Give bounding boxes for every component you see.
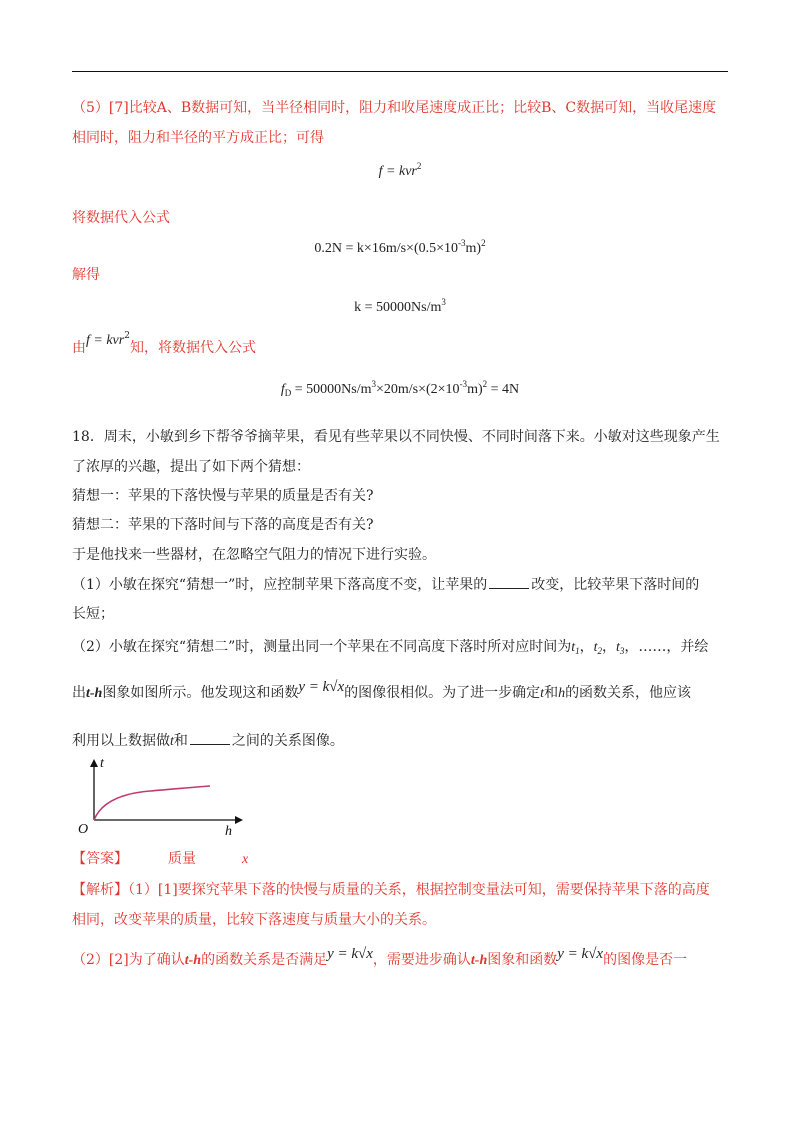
q2-text-a: （2）小敏在探究“猜想二”时，测量出同一个苹果在不同高度下落时所对应时间为 [72, 639, 572, 655]
q2-s2: 2 [597, 646, 603, 656]
answer-blank-1[interactable] [489, 574, 529, 589]
q2-t1: t [571, 640, 576, 655]
p5-line5-formula: f = kvr [86, 333, 125, 348]
analysis-line2: 相同，改变苹果的质量，比较下落速度与质量大小的关系。 [72, 912, 436, 928]
p5-line5-exp: 2 [124, 331, 130, 341]
formula1-exp: 2 [416, 161, 422, 171]
q18-sub1-line2: 长短； [72, 606, 114, 622]
q1-text-a: （1）小敏在探究“猜想一”时，应控制苹果下落高度不变，让苹果的 [72, 577, 488, 593]
formula3-text: k = 50000Ns/m [354, 300, 442, 315]
q2-sep2: ， [602, 639, 617, 655]
x-axis-arrow [235, 816, 243, 824]
q2-th: t-h [86, 686, 103, 701]
answer-1: 质量 [168, 851, 196, 867]
q18-line1: 18．周末，小敏到乡下帮爷爷摘苹果，看见有些苹果以不同快慢、不同时间落下来。小敏对这些现象产生 [72, 429, 720, 445]
q2-s3: 3 [619, 646, 625, 656]
analysis-3a: （2）[2]为了确认 [72, 952, 185, 968]
y-axis-arrow [90, 759, 98, 767]
formula2-text: 0.2N = k×16m/s×(0.5×10 [314, 241, 459, 256]
formula3-exp: 3 [441, 297, 446, 307]
formula4-sub: D [284, 388, 292, 398]
analysis-3-th: t-h [184, 953, 202, 968]
analysis-3-th2: t-h [470, 953, 488, 968]
formula2-exp1: -3 [458, 238, 466, 248]
q2-h: h [558, 686, 566, 701]
q2-b-post: 的图像很相似。为了进一步确定 [344, 685, 541, 701]
analysis-label: 【解析】 [72, 882, 128, 898]
answer-2: x [242, 852, 249, 867]
formula-k-result [0, 292, 800, 318]
formula-f-kvr2 [0, 156, 800, 182]
formula4-tail: = 4N [487, 382, 520, 397]
q2-t: t [540, 686, 545, 701]
formula4-exp2: -3 [459, 379, 468, 389]
y-axis-label: t [100, 756, 104, 771]
x-axis-label: h [225, 824, 232, 839]
q18-sub2-line3 [72, 730, 732, 752]
formula-fd-result [0, 374, 800, 403]
analysis-3-func: y = k√x [327, 946, 373, 962]
q2-c-t: t [170, 734, 174, 749]
t-h-graph [70, 755, 250, 840]
p5-line3: 将数据代入公式 [72, 210, 170, 226]
answer-blank-2[interactable] [190, 730, 230, 745]
q2-t2: t [593, 640, 598, 655]
p5-line2: 相同时，阻力和半径的平方成正比；可得 [72, 130, 324, 146]
formula-substitution [0, 233, 800, 259]
formula4-exp3: 2 [482, 379, 488, 389]
p5-line4: 解得 [72, 267, 100, 283]
p5-line1: （5）[7]比较A、B数据可知，当半径相同时，阻力和收尾速度成正比；比较B、C数据可知，当收尾速度 [72, 100, 717, 116]
q2-sep1: ， [579, 639, 594, 655]
origin-label: O [78, 822, 89, 837]
p5-line5-post: 知，将数据代入公式 [129, 340, 256, 356]
formula4-exp1: 3 [371, 379, 376, 389]
analysis-line1 [72, 880, 732, 900]
q2-c-end: 之间的关系图像。 [231, 733, 344, 749]
q2-b-mid: 图象如图所示。他发现这和函数 [102, 685, 299, 701]
analysis-3b: 的函数关系是否满足 [201, 952, 328, 968]
q2-c-pre: 利用以上数据做 [72, 733, 170, 749]
analysis-line1-text: （1）[1]要探究苹果下落的快慢与质量的关系，根据控制变量法可知，需要保持苹果下落的高度 [128, 882, 710, 898]
q2-t3: t [616, 640, 620, 655]
q18-line3: 于是他找来一些器材，在忽略空气阻力的情况下进行实验。 [72, 547, 436, 563]
formula2-tail: m) [465, 241, 482, 256]
q18-guess1: 猜想一：苹果的下落快慢与苹果的质量是否有关? [72, 488, 374, 504]
analysis-3c: ，需要进步确认 [372, 952, 471, 968]
formula4-m: m) [467, 382, 483, 397]
p5-line5-pre: 由 [72, 340, 86, 356]
q2-b-end: 的函数关系，他应该 [565, 685, 692, 701]
q2-c-and: 和 [173, 733, 188, 749]
formula2-exp2: 2 [481, 238, 486, 248]
formula4-mid: ×20m/s×(2×10 [375, 382, 460, 397]
q1-text-b: 改变，比较苹果下落时间的 [531, 577, 700, 593]
answer-label: 【答案】 [72, 851, 128, 867]
q2-and: 和 [544, 685, 559, 701]
analysis-3d: 图象和函数 [487, 952, 558, 968]
formula4-f: f [280, 382, 285, 397]
q2-b-pre: 出 [72, 685, 86, 701]
header-rule [72, 71, 728, 72]
analysis-3-func2: y = k√x [557, 946, 604, 962]
analysis-line3 [72, 946, 732, 971]
q18-sub2-line1 [72, 637, 732, 661]
formula1-text: f = kvr [378, 164, 417, 179]
q2-s1: 1 [575, 646, 580, 656]
q18-sub2-line2 [72, 679, 732, 704]
q18-sub1-line1 [72, 574, 732, 595]
formula4-text: = 50000Ns/m [291, 382, 372, 397]
q18-line2: 了浓厚的兴趣，提出了如下两个猜想： [72, 459, 310, 475]
p5-line5 [72, 331, 732, 359]
q2-dots: ，……，并绘 [624, 639, 709, 655]
analysis-3e: 的图像是否一 [603, 952, 688, 968]
answer-line [72, 849, 732, 870]
q2-func: y = k√x [298, 679, 345, 695]
q18-guess2: 猜想二：苹果的下落时间与下落的高度是否有关? [72, 517, 374, 533]
curve-t-vs-h [94, 786, 210, 820]
